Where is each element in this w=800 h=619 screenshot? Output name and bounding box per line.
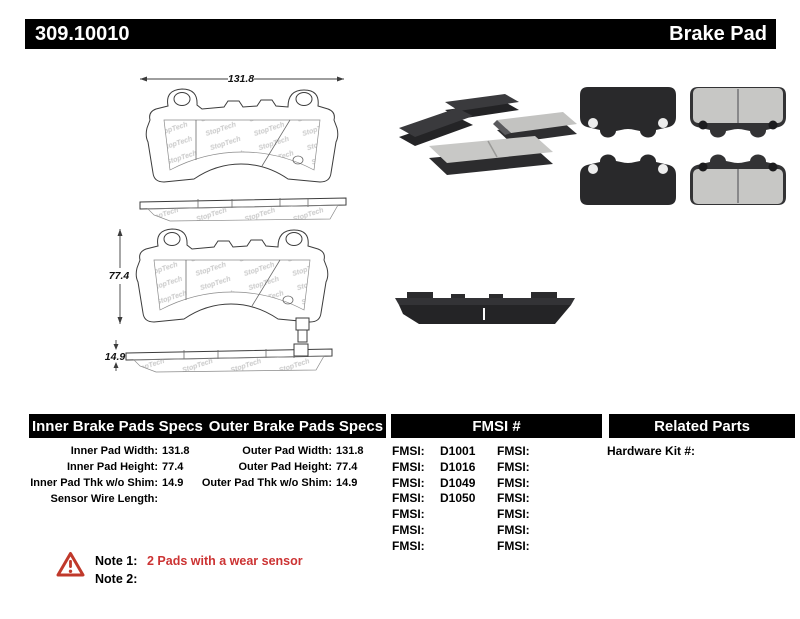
note-1-text: 2 Pads with a wear sensor: [147, 554, 303, 568]
table-row: FMSI:: [497, 491, 530, 506]
table-row: FMSI: D1001: [392, 444, 476, 458]
related-header-bar: [609, 414, 795, 438]
product-name: Brake Pad: [669, 22, 767, 45]
table-row: Outer Pad Width: 131.8: [242, 445, 364, 457]
table-row: FMSI:: [392, 522, 425, 537]
inner-specs-title: Inner Brake Pads Specs: [31, 417, 203, 435]
table-row: FMSI:: [497, 444, 530, 458]
table-row: FMSI: D1016: [392, 459, 476, 474]
part-number: 309.10010: [35, 22, 130, 45]
photo-pads-angled: [393, 88, 578, 193]
table-row: Outer Pad Height: 77.4: [238, 461, 358, 473]
dim-thickness-label: 14.9: [104, 351, 126, 363]
table-row: Inner Pad Width: 131.8: [70, 445, 190, 457]
table-row: Outer Pad Thk w/o Shim: 14.9: [201, 477, 358, 489]
dim-width-label: 131.8: [227, 73, 255, 85]
fmsi-title: FMSI #: [472, 417, 521, 435]
note-1: Note 1: 2 Pads with a wear sensor: [95, 554, 303, 568]
notes-section: [95, 552, 303, 588]
technical-drawing: [96, 62, 360, 384]
table-row: FMSI:: [497, 475, 530, 490]
photo-pads-face: [578, 85, 788, 207]
table-row: Sensor Wire Length:: [50, 493, 158, 505]
table-row: FMSI:: [392, 507, 425, 522]
table-row: Inner Pad Height: 77.4: [66, 461, 184, 473]
table-row: FMSI:: [497, 507, 530, 522]
fmsi-header-bar: [391, 414, 602, 438]
specs-header-bar: [29, 414, 386, 438]
note-2: Note 2:: [95, 572, 138, 586]
photo-pad-edge: [393, 288, 578, 333]
table-row: Hardware Kit #:: [607, 444, 696, 458]
title-bar: [25, 19, 776, 49]
fmsi-column-2: [497, 444, 545, 555]
outer-specs-table: [192, 443, 364, 491]
related-parts-table: [607, 444, 695, 460]
dim-height-label: 77.4: [108, 270, 130, 282]
warning-icon: [56, 551, 85, 578]
table-row: FMSI: D1049: [392, 475, 476, 490]
related-title: Related Parts: [654, 417, 750, 435]
table-row: Inner Pad Thk w/o Shim: 14.9: [30, 477, 184, 489]
table-row: FMSI:: [497, 459, 530, 474]
outer-specs-title: Outer Brake Pads Specs: [208, 417, 384, 435]
table-row: FMSI:: [497, 522, 530, 537]
fmsi-column-1: [392, 444, 475, 555]
table-row: FMSI:: [497, 538, 530, 553]
inner-specs-table: [23, 443, 190, 507]
table-row: FMSI:: [392, 538, 425, 553]
table-row: FMSI: D1050: [392, 491, 476, 506]
